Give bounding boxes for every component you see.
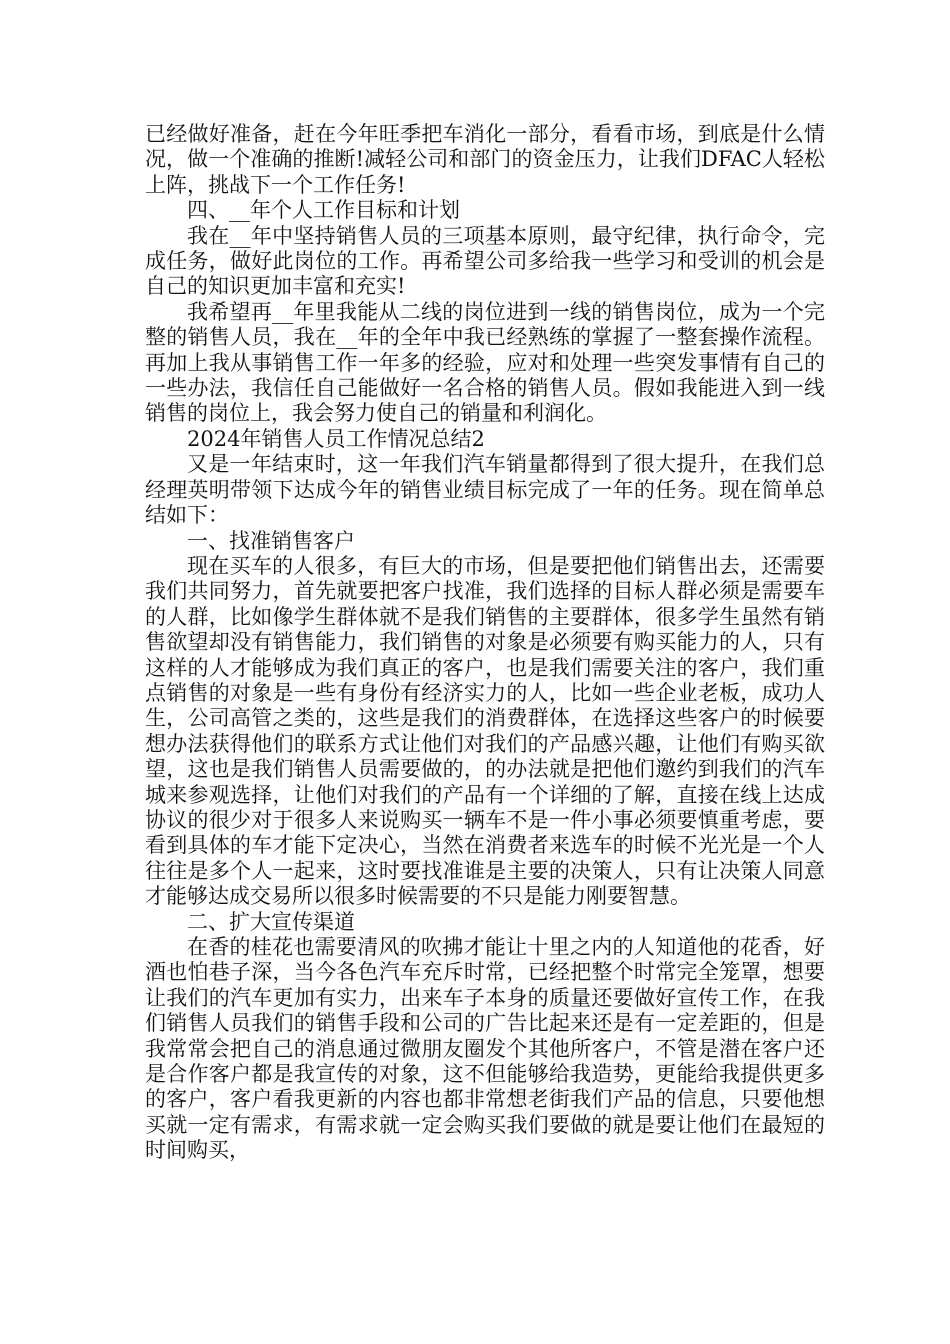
paragraph-continuation: 已经做好准备，赶在今年旺季把车消化一部分，看看市场，到底是什么情况，做一个准确的推断!减轻公司和部门的资金压力，让我们DFAC人轻松上阵，挑战下一个工作任务!: [145, 122, 825, 197]
section-heading-goals: 四、__年个人工作目标和计划: [187, 198, 460, 223]
paragraph: 我希望再__年里我能从二线的岗位进到一线的销售岗位，成为一个完整的销售人员，我在__年的全年中我已经熟练的掌握了一整套操作流程。再加上我从事销售工作一年多的经验，应对和处理一些突发事情有自己的一些办法，我信任自己能做好一名合格的销售人员。假如我能进入到一线销售的岗位上，我会努力使自己的销量和利润化。: [145, 299, 825, 426]
paragraph: 我在__年中坚持销售人员的三项基本原则，最守纪律，执行命令，完成任务，做好此岗位的工作。再希望公司多给我一些学习和受训的机会是自己的知识更加丰富和充实!: [145, 223, 825, 299]
paragraph: 现在买车的人很多，有巨大的市场，但是要把他们销售出去，还需要我们共同努力，首先就要把客户找准，我们选择的目标人群必须是需要车的人群，比如像学生群体就不是我们销售的主要群体，很多学生虽然有销售欲望却没有销售能力，我们销售的对象是必须要有购买能力的人，只有这样的人才能够成为我们真正的客户，也是我们需要关注的客户，我们重点销售的对象是一些有身份有经济实力的人，比如一些企业老板，成功人生，公司高管之类的，这些是我们的消费群体，在选择这些客户的时候要想办法获得他们的联系方式让他们对我们的产品感兴趣，让他们有购买欲望，这也是我们销售人员需要做的，的办法就是把他们邀约到我们的汽车城来参观选择，让他们对我们的产品有一个详细的了解，直接在线上达成协议的很少对于很多人来说购买一辆车不是一件小事必须要慎重考虑，要看到具体的车才能下定决心，当然在消费者来选车的时候不光光是一个人往往是多个人一起来，这时要找准谁是主要的决策人，只有让决策人同意才能够达成交易所以很多时候需要的不只是能力刚要智慧。: [145, 553, 825, 909]
paragraph: 在香的桂花也需要清风的吹拂才能让十里之内的人知道他的花香，好酒也怕巷子深，当今各色汽车充斥时常，已经把整个时常完全笼罩，想要让我们的汽车更加有实力，出来车子本身的质量还要做好宣传工作，在我们销售人员我们的销售手段和公司的广告比起来还是有一定差距的，但是我常常会把自己的消息通过微朋友圈发个其他所客户，不管是潜在客户还是合作客户都是我宣传的对象，这不但能够给我造势，更能给我提供更多的客户，客户看我更新的内容也都非常想老街我们产品的信息，只要他想买就一定有需求，有需求就一定会购买我们要做的就是要让他们在最短的时间购买，: [145, 935, 825, 1163]
paragraph: 又是一年结束时，这一年我们汽车销量都得到了很大提升，在我们总经理英明带领下达成今年的销售业绩目标完成了一年的任务。现在简单总结如下：: [145, 452, 825, 528]
section-heading-customers: 一、找准销售客户: [187, 528, 355, 553]
document-title: 2024年销售人员工作情况总结2: [187, 426, 485, 451]
document-body: [145, 122, 825, 1164]
section-heading-promotion: 二、扩大宣传渠道: [187, 909, 355, 934]
